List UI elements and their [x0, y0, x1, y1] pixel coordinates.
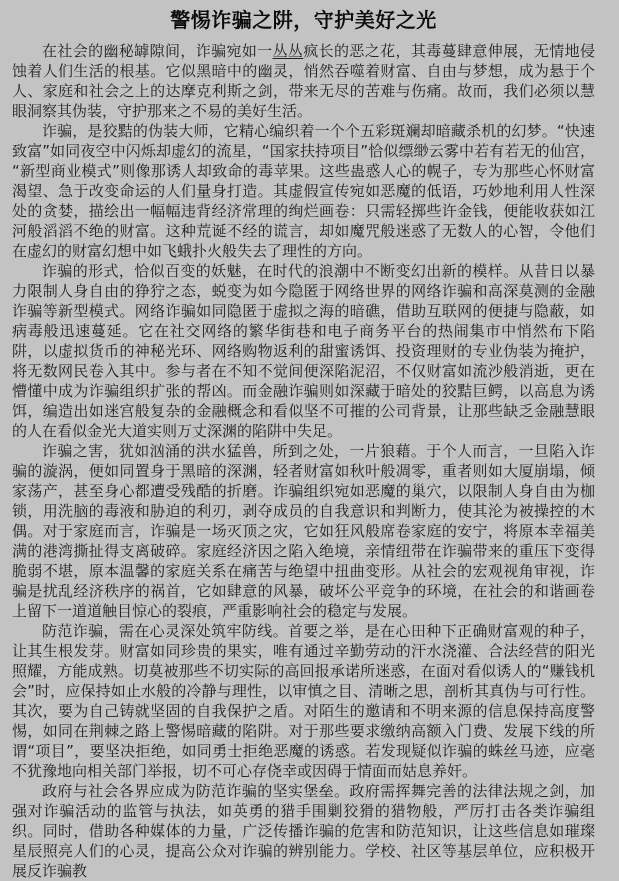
paragraph-4: 诈骗之害，犹如汹涌的洪水猛兽，所到之处，一片狼藉。于个人而言，一旦陷入诈骗的漩涡，便如同置身于黑暗的深渊，轻者财富如秋叶般凋零，重者则如大厦崩塌，倾家荡产，甚至身心都遭受残酷的折磨。诈骗组织宛如恶魔的巢穴，以限制人身自由为枷锁，用洗脑的毒液和胁迫的利刃，剥夺成员的自我意识和判断力，使其沦为被操控的木偶。对于家庭而言，诈骗是一场灭顶之灾，它如狂风般席卷家庭的安宁，将原本幸福美满的港湾撕扯得支离破碎。家庭经济因之陷入绝境，亲情纽带在诈骗带来的重压下变得脆弱不堪，原本温馨的家庭关系在痛苦与绝望中扭曲变形。从社会的宏观视角审视，诈骗是扰乱经济秩序的祸首，它如肆意的风暴，破坏公平竞争的环境，在社会的和谐画卷上留下一道道触目惊心的裂痕，严重影响社会的稳定与发展。: [12, 442, 595, 620]
paragraph-6: 政府与社会各界应成为防范诈骗的坚实堡垒。政府需挥舞完善的法律法规之剑，加强对诈骗活动的监管与执法，如英勇的猎手围剿狡猾的猎物般，严厉打击各类诈骗组织。同时，借助各种媒体的力量，广泛传播诈骗的危害和防范知识，让这些信息如璀璨星辰照亮人们的心灵，提高公众对诈骗的辨别能力。学校、社区等基层单位，应积极开展反诈骗教: [12, 782, 595, 880]
paragraph-1-text-before: 在社会的幽秘罅隙间，诈骗宛如一: [42, 42, 273, 60]
paragraph-1: [12, 41, 595, 121]
paragraph-1-text-after: 疯长的恶之花，其毒蔓肆意伸展，无情地侵蚀着人们生活的根基。它似黑暗中的幽灵，悄然吞噬着财富、自由与梦想，成为悬于个人、家庭和社会之上的达摩克利斯之剑，带来无尽的苦难与伤痛。故而，我们必须以慧眼洞察其伪装，守护那来之不易的美好生活。: [12, 42, 595, 120]
underlined-text: 丛丛: [272, 42, 304, 60]
paragraph-5: 防范诈骗，需在心灵深处筑牢防线。首要之举，是在心田种下正确财富观的种子，让其生根发芽。财富如同珍贵的果实，唯有通过辛勤劳动的汗水浇灌、合法经营的阳光照耀，方能成熟。切莫被那些不切实际的高回报承诺所迷惑，在面对看似诱人的“赚钱机会”时，应保持如止水般的冷静与理性，以审慎之目、清晰之思，剖析其真伪与可行性。其次，要为自己铸就坚固的自我保护之盾。对陌生的邀请和不明来源的信息保持高度警惕，如同在荆棘之路上警惕暗藏的陷阱。对于那些要求缴纳高额入门费、发展下线的所谓“项目”，要坚决拒绝，如同勇士拒绝恶魔的诱惑。若发现疑似诈骗的蛛丝马迹，应毫不犹豫地向相关部门举报，切不可心存侥幸或因碍于情面而姑息养奸。: [12, 622, 595, 780]
paragraph-3: 诈骗的形式，恰似百变的妖魅，在时代的浪潮中不断变幻出新的模样。从昔日以暴力限制人身自由的狰狞之态，蜕变为如今隐匿于网络世界的网络诈骗和高深莫测的金融诈骗等新型模式。网络诈骗如同隐匿于虚拟之海的暗礁，借助互联网的便捷与隐蔽，如病毒般迅速蔓延。它在社交网络的繁华街巷和电子商务平台的热闹集市中悄然布下陷阱，以虚拟货币的神秘光环、网络购物返利的甜蜜诱饵、投资理财的专业伪装为掩护，将无数网民卷入其中。参与者在不知不觉间便深陷泥沼，不仅财富如流沙般消逝，更在懵懂中成为诈骗组织扩张的帮凶。而金融诈骗则如深藏于暗处的狡黠巨鳄，以高息为诱饵，编造出如迷宫般复杂的金融概念和看似坚不可摧的公司背景，让那些缺乏金融慧眼的人在看似金光大道实则万丈深渊的陷阱中失足。: [12, 262, 595, 440]
paragraph-2: 诈骗，是狡黠的伪装大师，它精心编织着一个个五彩斑斓却暗藏杀机的幻梦。“快速致富”如同夜空中闪烁却虚幻的流星，“国家扶持项目”恰似缥缈云雾中若有若无的仙宫，“新型商业模式”则像那诱人却致命的毒苹果。这些蛊惑人心的幌子，专为那些心怀财富渴望、急于改变命运的人们量身打造。其虚假宣传宛如恶魔的低语，巧妙地利用人性深处的贪婪，描绘出一幅幅违背经济常理的绚烂画卷：只需轻掷些许金钱，便能收获如江河般滔滔不绝的财富。这种荒诞不经的谎言，却如魔咒般迷惑了无数人的心智，令他们在虚幻的财富幻想中如飞蛾扑火般失去了理性的方向。: [12, 122, 595, 260]
document-title: 警惕诈骗之阱，守护美好之光: [170, 8, 437, 32]
